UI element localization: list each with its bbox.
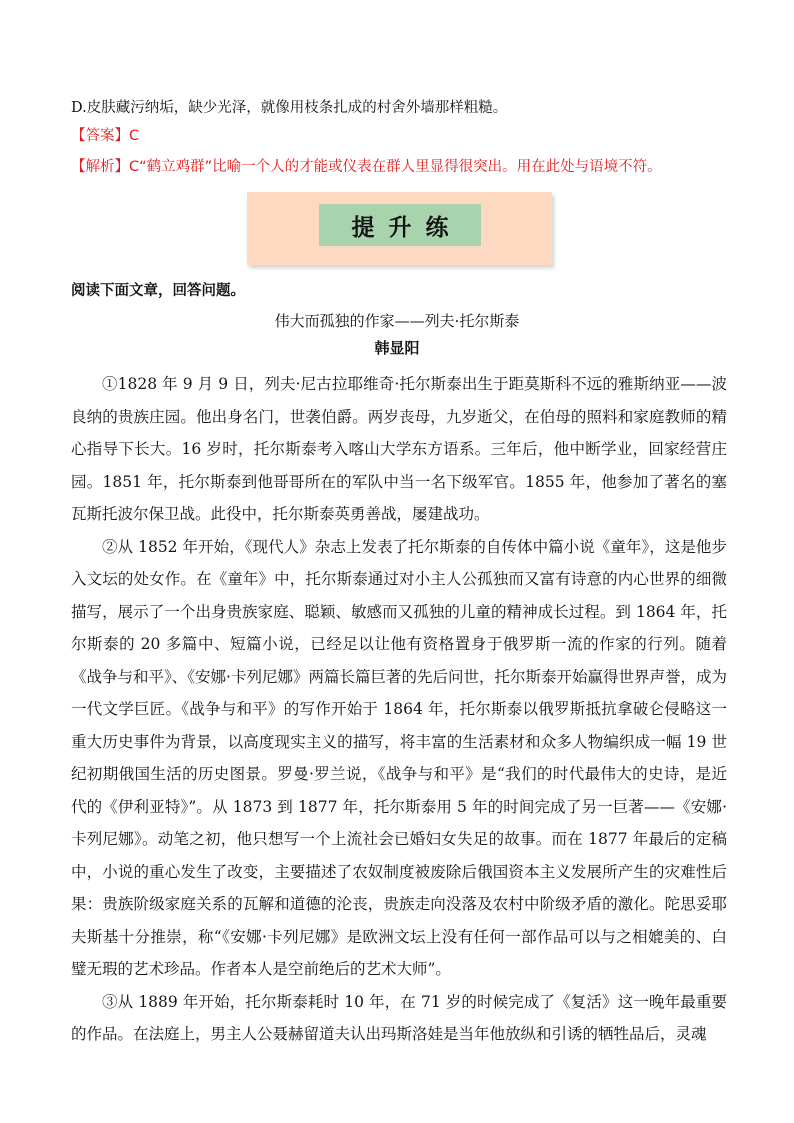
analysis-label: 【解析】 xyxy=(71,159,129,175)
reading-instruction: 阅读下面文章，回答问题。 xyxy=(71,282,245,299)
analysis-line xyxy=(71,157,662,178)
option-d: D.皮肤藏污纳垢，缺少光泽，就像用枝条扎成的村舍外墙那样粗糙。 xyxy=(71,100,508,116)
article-title: 伟大而孤独的作家——列夫·托尔斯泰 xyxy=(274,312,520,330)
answer-label: 【答案】 xyxy=(71,128,129,144)
banner-char: 升 xyxy=(388,214,412,241)
banner-char: 提 xyxy=(351,214,375,241)
answer-value: C xyxy=(129,128,140,144)
article-paragraph: ③从 1889 年开始，托尔斯泰耗时 10 年，在 71 岁的时候完成了《复活》这一晚年最重要的作品。在法庭上，男主人公聂赫留道夫认出玛斯洛娃是当年他放纵和引诱的牺牲品后，灵魂 xyxy=(71,992,727,1043)
article-paragraph: ②从 1852 年开始，《现代人》杂志上发表了托尔斯泰的自传体中篇小说《童年》，这是他步入文坛的处女作。在《童年》中，托尔斯泰通过对小主人公孤独而又富有诗意的内心世界的细微描写，展示了一个出身贵族家庭、聪颖、敏感而又孤独的儿童的精神成长过程。到 1864 年，托尔斯泰的 20 多篇中、短篇小说，已经足以让他有资格置身于俄罗斯一流的作家的行列。随着《战争与和平》、《安娜·卡列尼娜》两篇长篇巨著的先后问世，托尔斯泰开始赢得世界声誉，成为一代文学巨匠。《战争与和平》的写作开始于 1864 年，托尔斯泰以俄罗斯抵抗拿破仑侵略这一重大历史事件为背景，以高度现实主义的描写，将丰富的生活素材和众多人物编织成一幅 19 世纪初期俄国生活的历史图景。罗曼·罗兰说，《战争与和平》是“我们的时代最伟大的史诗，是近代的《伊利亚特》”。从 1873 到 1877 年，托尔斯泰用 5 年的时间完成了另一巨著——《安娜·卡列尼娜》。动笔之初，他只想写一个上流社会已婚妇女失足的故事。而在 1877 年最后的定稿中，小说的重心发生了改变，主要描述了农奴制度被废除后俄国资本主义发展所产生的灾难性后果：贵族阶级家庭关系的瓦解和道德的沦丧，贵族走向没落及农村中阶级矛盾的激化。陀思妥耶夫斯基十分推崇，称“《安娜·卡列尼娜》是欧洲文坛上没有任何一部作品可以与之相媲美的、白璧无瑕的艺术珍品。作者本人是空前绝后的艺术大师”。 xyxy=(71,537,727,978)
banner-char: 练 xyxy=(425,214,449,241)
section-banner-title xyxy=(319,204,481,246)
answer-line xyxy=(71,126,139,147)
analysis-text: C“鹤立鸡群”比喻一个人的才能或仪表在群人里显得很突出。用在此处与语境不符。 xyxy=(129,159,662,175)
article-body xyxy=(71,368,727,1051)
section-banner xyxy=(247,192,552,265)
article-author: 韩显阳 xyxy=(374,339,420,357)
article-paragraph: ①1828 年 9 月 9 日，列夫·尼古拉耶维奇·托尔斯泰出生于距莫斯科不远的雅斯纳亚——波良纳的贵族庄园。他出身名门，世袭伯爵。两岁丧母，九岁逝父，在伯母的照料和家庭教师的精心指导下长大。16 岁时，托尔斯泰考入喀山大学东方语系。三年后，他中断学业，回家经营庄园。1851 年，托尔斯泰到他哥哥所在的军队中当一名下级军官。1855 年，他参加了著名的塞瓦斯托波尔保卫战。此役中，托尔斯泰英勇善战，屡建战功。 xyxy=(71,375,727,523)
